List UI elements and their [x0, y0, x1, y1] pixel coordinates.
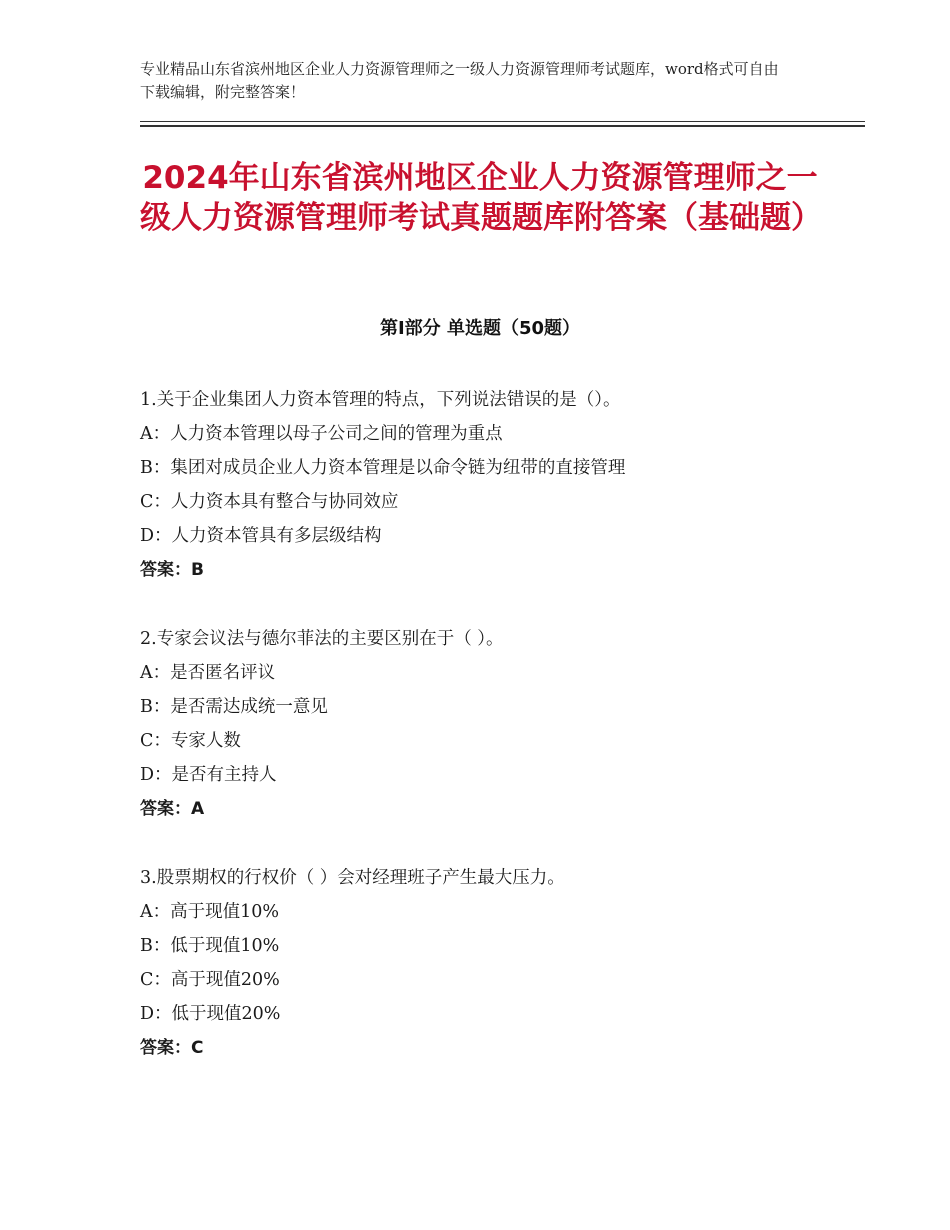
option-c: C：专家人数	[140, 731, 241, 751]
option-b: B：低于现值10%	[140, 936, 280, 956]
option-d: D：低于现值20%	[140, 1004, 281, 1024]
question-2	[140, 622, 840, 826]
question-1	[140, 383, 840, 587]
option-a: A：人力资本管理以母子公司之间的管理为重点	[140, 424, 503, 444]
option-c: C：高于现值20%	[140, 970, 280, 990]
option-a: A：是否匿名评议	[140, 663, 276, 683]
option-d: D：是否有主持人	[140, 765, 277, 785]
answer: 答案：B	[140, 560, 204, 580]
answer: 答案：A	[140, 799, 205, 819]
question-3	[140, 861, 840, 1065]
question-stem: 1.关于企业集团人力资本管理的特点，下列说法错误的是（）。	[140, 390, 621, 410]
option-b: B：是否需达成统一意见	[140, 697, 328, 717]
answer: 答案：C	[140, 1038, 204, 1058]
header-divider-thin	[140, 121, 865, 122]
option-a: A：高于现值10%	[140, 902, 280, 922]
question-stem: 3.股票期权的行权价（ ）会对经理班子产生最大压力。	[140, 868, 565, 888]
option-d: D：人力资本管具有多层级结构	[140, 526, 382, 546]
header-note: 专业精品山东省滨州地区企业人力资源管理师之一级人力资源管理师考试题库，word格式可自由下载编辑，附完整答案！	[140, 60, 779, 101]
option-c: C：人力资本具有整合与协同效应	[140, 492, 399, 512]
option-b: B：集团对成员企业人力资本管理是以命令链为纽带的直接管理	[140, 458, 626, 478]
question-stem: 2.专家会议法与德尔菲法的主要区别在于（ ）。	[140, 629, 504, 649]
section-heading: 第Ⅰ部分 单选题（50题）	[379, 318, 580, 339]
header-divider-thick	[140, 125, 865, 127]
document-title: 2024年山东省滨州地区企业人力资源管理师之一级人力资源管理师考试真题题库附答案（基础题）	[140, 160, 822, 236]
